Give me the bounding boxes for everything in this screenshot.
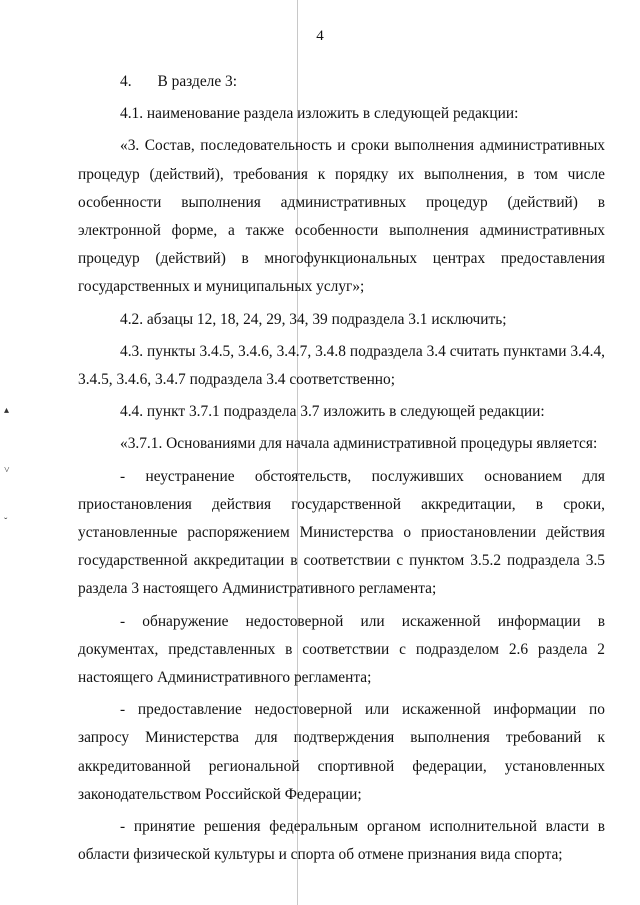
section-heading-number: 4. <box>120 73 132 90</box>
list-item: - принятие решения федеральным органом исполнительной власти в области физической культуры и спорта об отмене признания вида спорта; <box>78 818 605 864</box>
section-heading <box>78 68 605 96</box>
paragraph: «3.7.1. Основаниями для начала административной процедуры является: <box>120 435 598 453</box>
page-number: 4 <box>316 28 324 44</box>
list-item: - неустранение обстоятельств, послуживших основанием для приостановления действия государственной аккредитации, в сроки, установленные распоряжением Министерства о приостановлении действия государственной аккредитации в соответствии с пунктом 3.5.2 подраздела 3.5 раздела 3 настоящего Административного регламента; <box>78 467 605 598</box>
paragraph: 4.4. пункт 3.7.1 подраздела 3.7 изложить в следующей редакции: <box>120 403 545 421</box>
scan-mark: ˅ <box>4 465 10 476</box>
paragraph: 4.3. пункты 3.4.5, 3.4.6, 3.4.7, 3.4.8 подраздела 3.4 считать пунктами 3.4.4, 3.4.5, 3.4.6, 3.4.7 подраздела 3.4 соответственно; <box>78 342 605 389</box>
list-item: - обнаружение недостоверной или искаженной информации в документах, представленных в соответствии с подразделом 2.6 раздела 2 настоящего Административного регламента; <box>78 612 605 687</box>
section-heading-text: В разделе 3: <box>157 73 237 90</box>
paragraph: «3. Состав, последовательность и сроки выполнения административных процедур (действий), требования к порядку их выполнения, в том числе особенности выполнения административных процедур (действий) в электронной форме, а также особенности выполнения административных процедур (действий) в многофункциональных центрах предоставления государственных и муниципальных услуг»; <box>78 137 605 296</box>
document-body <box>78 68 605 869</box>
scan-mark: ˇ <box>4 517 8 528</box>
paragraph: 4.1. наименование раздела изложить в следующей редакции: <box>120 105 519 123</box>
paragraph: 4.2. абзацы 12, 18, 24, 29, 34, 39 подраздела 3.1 исключить; <box>120 310 507 328</box>
scan-mark: ▴ <box>4 405 10 416</box>
list-item: - предоставление недостоверной или искаженной информации по запросу Министерства для подтверждения выполнения требований к аккредитованной региональной спортивной федерации, установленных законодательством Российской Федерации; <box>78 701 605 803</box>
